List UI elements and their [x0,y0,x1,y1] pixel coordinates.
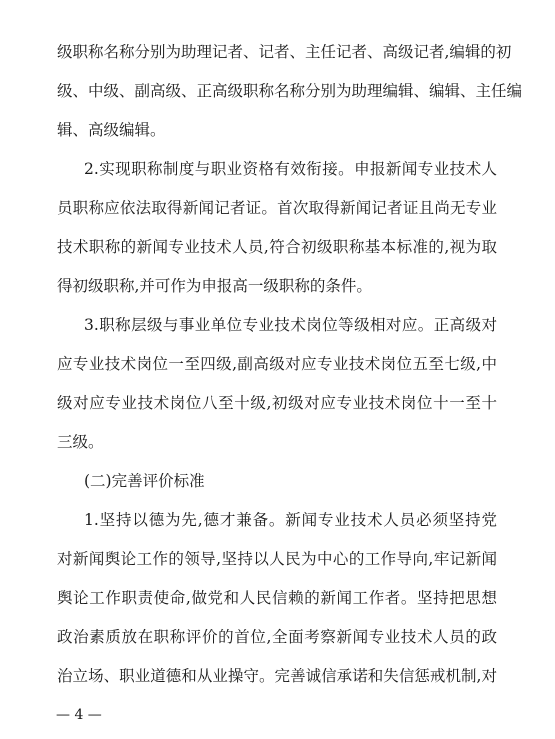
body-text-line: 三级。 [57,433,104,451]
section-heading: (二)完善评价标准 [84,472,205,490]
body-text-line: 舆论工作职责使命,做党和人民信赖的新闻工作者。坚持把思想 [57,589,497,607]
page-number: — 4 — [56,707,102,723]
body-text-line: 技术职称的新闻专业技术人员,符合初级职称基本标准的,视为取 [57,238,497,256]
body-text-line: 对新闻舆论工作的领导,坚持以人民为中心的工作导向,牢记新闻 [57,550,497,568]
numbered-paragraph-line: 3.职称层级与事业单位专业技术岗位等级相对应。正高级对 [84,316,497,334]
body-text-line: 政治素质放在职称评价的首位,全面考察新闻专业技术人员的政 [57,628,497,646]
numbered-paragraph-line: 2.实现职称制度与职业资格有效衔接。申报新闻专业技术人 [84,160,497,178]
body-text-line: 得初级职称,并可作为申报高一级职称的条件。 [57,277,372,295]
body-text-line: 级、中级、副高级、正高级职称名称分别为助理编辑、编辑、主任编 [57,82,523,100]
body-text-line: 应专业技术岗位一至四级,副高级对应专业技术岗位五至七级,中 [57,355,497,373]
body-text-line: 级对应专业技术岗位八至十级,初级对应专业技术岗位十一至十 [57,394,497,412]
numbered-paragraph-line: 1.坚持以德为先,德才兼备。新闻专业技术人员必须坚持党 [84,511,497,529]
body-text-line: 治立场、职业道德和从业操守。完善诚信承诺和失信惩戒机制,对 [57,667,497,685]
body-text-line: 辑、高级编辑。 [57,121,166,139]
body-text-line: 员职称应依法取得新闻记者证。首次取得新闻记者证且尚无专业 [57,199,497,217]
body-text-line: 级职称名称分别为助理记者、记者、主任记者、高级记者,编辑的初 [57,43,512,61]
